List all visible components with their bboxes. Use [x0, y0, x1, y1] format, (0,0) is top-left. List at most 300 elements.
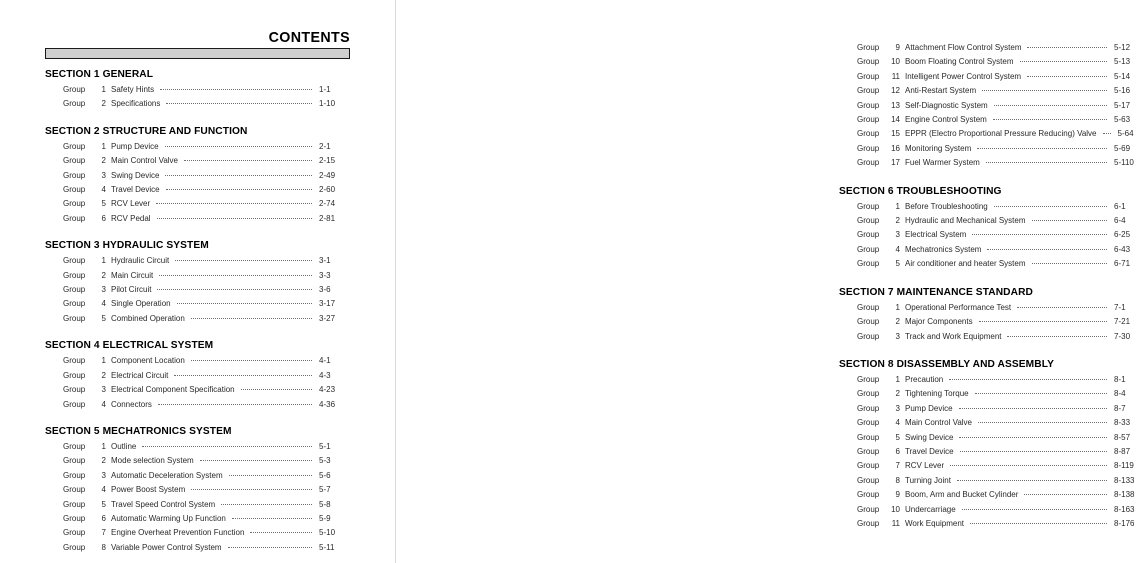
toc-entry-group-word: Group	[63, 513, 86, 523]
toc-entry-title: Mode selection System	[111, 456, 194, 466]
toc-entry-row[interactable]	[839, 315, 1142, 329]
toc-entry-group-number: 1	[101, 256, 106, 266]
toc-entry-page-number: 5-10	[319, 528, 336, 538]
toc-entry-row[interactable]	[839, 41, 1142, 55]
toc-entry-row[interactable]	[45, 269, 345, 283]
toc-entry-group-word: Group	[63, 399, 86, 409]
toc-entry-group-word: Group	[857, 158, 880, 168]
toc-entry-group-word: Group	[63, 456, 86, 466]
toc-leader-dots	[994, 206, 1107, 207]
toc-entry-row[interactable]	[45, 312, 345, 326]
toc-entry-title: Engine Control System	[905, 115, 987, 125]
toc-group-list	[45, 140, 345, 226]
toc-entry-group-number: 2	[101, 456, 106, 466]
toc-entry-page-number: 8-133	[1114, 475, 1135, 485]
toc-entry-row[interactable]	[45, 212, 345, 226]
toc-entry-title: RCV Pedal	[111, 213, 151, 223]
toc-entry-group-number: 6	[101, 513, 106, 523]
toc-entry-group-word: Group	[857, 518, 880, 528]
toc-entry-group-number: 8	[895, 475, 900, 485]
page-title: CONTENTS	[268, 29, 350, 46]
toc-entry-title: Automatic Deceleration System	[111, 470, 223, 480]
toc-entry-page-number: 5-14	[1114, 71, 1131, 81]
toc-leader-dots	[184, 160, 312, 161]
toc-entry-page-number: 3-6	[319, 285, 331, 295]
toc-entry-group-number: 3	[101, 385, 106, 395]
toc-leader-dots	[949, 379, 1107, 380]
toc-entry-group-word: Group	[63, 199, 86, 209]
toc-leader-dots	[962, 509, 1107, 510]
toc-group-list	[45, 83, 345, 112]
toc-entry-page-number: 5-69	[1114, 143, 1131, 153]
toc-entry-group-number: 2	[895, 317, 900, 327]
toc-entry-row[interactable]	[45, 354, 345, 368]
toc-entry-row[interactable]	[839, 156, 1142, 170]
toc-entry-title: Boom, Arm and Bucket Cylinder	[905, 490, 1019, 500]
toc-entry-title: Before Troubleshooting	[905, 201, 988, 211]
toc-entry-group-number: 10	[891, 504, 900, 514]
toc-leader-dots	[950, 465, 1107, 466]
toc-leader-dots	[1024, 494, 1107, 495]
toc-entry-group-word: Group	[857, 129, 880, 139]
toc-entry-group-word: Group	[857, 201, 880, 211]
toc-entry-row[interactable]	[45, 140, 345, 154]
toc-leader-dots	[987, 249, 1107, 250]
toc-entry-page-number: 8-57	[1114, 432, 1131, 442]
toc-entry-group-word: Group	[857, 403, 880, 413]
toc-entry-row[interactable]	[839, 70, 1142, 84]
toc-entry-title: Combined Operation	[111, 313, 185, 323]
toc-section-heading: SECTION 7 MAINTENANCE STANDARD	[839, 285, 1033, 298]
toc-entry-page-number: 1-10	[319, 99, 336, 109]
toc-leader-dots	[191, 318, 312, 319]
toc-leader-dots	[978, 422, 1107, 423]
toc-leader-dots	[142, 446, 312, 447]
toc-entry-group-number: 4	[101, 485, 106, 495]
toc-entry-title: Pilot Circuit	[111, 285, 152, 295]
toc-leader-dots	[221, 504, 312, 505]
toc-entry-title: Single Operation	[111, 299, 171, 309]
toc-entry-row[interactable]	[839, 228, 1142, 242]
toc-entry-page-number: 5-8	[319, 499, 331, 509]
toc-entry-group-word: Group	[63, 85, 86, 94]
toc-section-heading: SECTION 3 HYDRAULIC SYSTEM	[45, 239, 209, 252]
toc-entry-group-number: 2	[895, 216, 900, 226]
toc-entry-group-number: 4	[895, 418, 900, 428]
toc-group-list	[839, 41, 1142, 171]
toc-entry-title: Electrical Component Specification	[111, 385, 235, 395]
toc-group-list	[45, 254, 345, 326]
toc-entry-group-number: 14	[891, 115, 900, 125]
toc-entry-group-number: 13	[891, 100, 900, 110]
toc-entry-group-word: Group	[63, 470, 86, 480]
toc-entry-page-number: 5-17	[1114, 100, 1131, 110]
toc-section-heading: SECTION 4 ELECTRICAL SYSTEM	[45, 339, 214, 352]
toc-leader-dots	[1017, 307, 1107, 308]
toc-entry-title: Travel Speed Control System	[111, 499, 216, 509]
toc-entry-group-number: 1	[895, 302, 900, 312]
toc-entry-group-word: Group	[63, 99, 86, 109]
toc-entry-row[interactable]	[839, 99, 1142, 113]
toc-entry-page-number: 5-6	[319, 470, 331, 480]
toc-entry-title: EPPR (Electro Proportional Pressure Reducing) Valve	[905, 129, 1097, 139]
toc-group-list	[839, 373, 1142, 531]
toc-entry-group-word: Group	[857, 432, 880, 442]
toc-entry-group-number: 3	[101, 285, 106, 295]
toc-leader-dots	[166, 189, 312, 190]
toc-entry-row[interactable]	[45, 254, 345, 268]
toc-entry-group-word: Group	[857, 461, 880, 471]
toc-entry-group-number: 1	[895, 374, 900, 384]
toc-entry-title: Specifications	[111, 99, 161, 109]
toc-entry-row[interactable]	[45, 369, 345, 383]
toc-entry-page-number: 5-110	[1114, 158, 1134, 168]
toc-entry-page-number: 8-4	[1114, 389, 1126, 399]
toc-entry-title: Intelligent Power Control System	[905, 71, 1022, 81]
toc-leader-dots	[191, 489, 312, 490]
toc-entry-row[interactable]	[839, 214, 1142, 228]
toc-entry-group-number: 16	[891, 143, 900, 153]
toc-entry-row[interactable]	[839, 257, 1142, 271]
toc-entry-group-word: Group	[857, 490, 880, 500]
toc-entry-page-number: 7-1	[1114, 302, 1126, 312]
toc-leader-dots	[1103, 133, 1111, 134]
toc-leader-dots	[960, 451, 1107, 452]
page-right	[396, 0, 1135, 563]
toc-entry-title: Attachment Flow Control System	[905, 43, 1022, 52]
toc-entry-group-number: 7	[101, 528, 106, 538]
toc-entry-row[interactable]	[45, 469, 345, 483]
toc-entry-page-number: 5-11	[319, 542, 335, 552]
toc-column-right	[839, 38, 1142, 531]
toc-section-heading: SECTION 2 STRUCTURE AND FUNCTION	[45, 124, 248, 137]
toc-entry-group-number: 8	[101, 542, 106, 552]
toc-entry-row[interactable]	[839, 416, 1142, 430]
toc-section	[45, 239, 345, 326]
toc-entry-group-word: Group	[63, 156, 86, 166]
toc-entry-group-word: Group	[857, 57, 880, 67]
toc-section-heading: SECTION 8 DISASSEMBLY AND ASSEMBLY	[839, 357, 1054, 370]
toc-entry-group-number: 15	[891, 129, 900, 139]
toc-entry-row[interactable]	[45, 512, 345, 526]
toc-entry-group-word: Group	[63, 385, 86, 395]
header-rule-bar	[45, 48, 350, 59]
toc-entry-group-number: 3	[101, 470, 106, 480]
toc-leader-dots	[177, 303, 312, 304]
toc-section	[45, 68, 345, 112]
toc-leader-dots	[160, 89, 312, 90]
toc-leader-dots	[165, 175, 312, 176]
toc-entry-page-number: 5-12	[1114, 43, 1131, 52]
toc-section-heading: SECTION 1 GENERAL	[45, 68, 154, 80]
toc-section	[45, 125, 345, 226]
toc-entry-title: Component Location	[111, 356, 185, 366]
toc-entry-page-number: 6-25	[1114, 230, 1131, 240]
toc-entry-title: Outline	[111, 441, 137, 451]
toc-entry-page-number: 5-9	[319, 513, 331, 523]
toc-section	[839, 286, 1142, 344]
toc-entry-group-number: 4	[895, 244, 900, 254]
toc-entry-row[interactable]	[839, 474, 1142, 488]
toc-entry-row[interactable]	[839, 243, 1142, 257]
toc-entry-page-number: 8-163	[1114, 504, 1135, 514]
toc-group-list	[45, 440, 345, 555]
toc-leader-dots	[229, 475, 312, 476]
toc-leader-dots	[157, 289, 312, 290]
toc-entry-row[interactable]	[839, 373, 1142, 387]
toc-leader-dots	[957, 480, 1107, 481]
toc-entry-group-number: 5	[895, 432, 900, 442]
toc-entry-row[interactable]	[45, 454, 345, 468]
toc-entry-title: Main Control Valve	[111, 156, 178, 166]
toc-entry-title: Boom Floating Control System	[905, 57, 1014, 67]
toc-leader-dots	[157, 218, 312, 219]
toc-entry-group-number: 2	[101, 370, 106, 380]
toc-entry-group-word: Group	[63, 441, 86, 451]
toc-entry-page-number: 5-13	[1114, 57, 1131, 67]
toc-entry-page-number: 6-1	[1114, 201, 1126, 211]
toc-leader-dots	[174, 375, 312, 376]
toc-leader-dots	[975, 393, 1107, 394]
toc-leader-dots	[972, 234, 1107, 235]
toc-section-heading: SECTION 5 MECHATRONICS SYSTEM	[45, 424, 232, 437]
toc-entry-title: Swing Device	[905, 432, 954, 442]
toc-entry-page-number: 2-49	[319, 170, 336, 180]
toc-entry-row[interactable]	[45, 197, 345, 211]
toc-entry-row[interactable]	[45, 154, 345, 168]
toc-entry-group-number: 7	[895, 461, 900, 471]
toc-leader-dots	[1032, 220, 1108, 221]
toc-entry-title: Major Components	[905, 317, 973, 327]
toc-entry-title: Monitoring System	[905, 143, 972, 153]
toc-entry-group-number: 17	[891, 158, 900, 168]
toc-entry-title: Air conditioner and heater System	[905, 259, 1026, 269]
toc-entry-group-word: Group	[63, 270, 86, 280]
toc-section	[839, 185, 1142, 272]
toc-leader-dots	[959, 408, 1107, 409]
toc-entry-title: Operational Performance Test	[905, 302, 1012, 312]
toc-group-list	[839, 301, 1142, 344]
toc-entry-row[interactable]	[45, 283, 345, 297]
toc-leader-dots	[1027, 47, 1107, 48]
toc-entry-group-word: Group	[63, 256, 86, 266]
toc-entry-row[interactable]	[839, 503, 1142, 517]
toc-entry-row[interactable]	[839, 142, 1142, 156]
toc-entry-group-number: 1	[101, 356, 106, 366]
toc-entry-group-word: Group	[857, 389, 880, 399]
toc-entry-page-number: 5-7	[319, 485, 331, 495]
toc-leader-dots	[994, 105, 1107, 106]
toc-entry-group-number: 12	[891, 86, 900, 96]
toc-entry-group-number: 3	[895, 230, 900, 240]
toc-leader-dots	[1020, 61, 1108, 62]
toc-entry-row[interactable]	[839, 488, 1142, 502]
toc-entry-row[interactable]	[839, 301, 1142, 315]
toc-entry-group-word: Group	[857, 418, 880, 428]
toc-entry-group-word: Group	[857, 71, 880, 81]
toc-entry-group-word: Group	[857, 259, 880, 269]
toc-entry-row[interactable]	[45, 398, 345, 412]
toc-column-left	[45, 68, 345, 555]
toc-entry-group-number: 2	[101, 99, 106, 109]
toc-entry-title: RCV Lever	[905, 461, 945, 471]
toc-entry-page-number: 6-4	[1114, 216, 1126, 226]
toc-entry-page-number: 7-21	[1114, 317, 1131, 327]
toc-entry-title: Pump Device	[111, 141, 159, 151]
toc-entry-title: Work Equipment	[905, 518, 964, 528]
toc-entry-page-number: 3-3	[319, 270, 331, 280]
toc-entry-group-number: 4	[101, 399, 106, 409]
toc-entry-title: Anti-Restart System	[905, 86, 977, 96]
toc-entry-group-word: Group	[857, 317, 880, 327]
toc-entry-page-number: 2-1	[319, 141, 331, 151]
toc-group-list	[839, 200, 1142, 272]
toc-leader-dots	[165, 146, 312, 147]
toc-entry-group-word: Group	[857, 302, 880, 312]
toc-entry-group-word: Group	[63, 170, 86, 180]
toc-entry-group-word: Group	[857, 374, 880, 384]
toc-entry-row[interactable]	[45, 183, 345, 197]
toc-entry-row[interactable]	[45, 440, 345, 454]
toc-entry-row[interactable]	[45, 498, 345, 512]
toc-entry-page-number: 1-1	[319, 85, 331, 94]
toc-entry-group-word: Group	[857, 331, 880, 341]
toc-entry-page-number: 8-176	[1114, 518, 1135, 528]
toc-section	[839, 358, 1142, 531]
toc-entry-group-number: 2	[895, 389, 900, 399]
toc-entry-row[interactable]	[839, 113, 1142, 127]
toc-entry-row[interactable]	[839, 127, 1142, 141]
toc-entry-page-number: 2-60	[319, 185, 336, 195]
toc-entry-group-number: 9	[895, 490, 900, 500]
toc-entry-group-number: 3	[101, 170, 106, 180]
toc-entry-row[interactable]	[839, 431, 1142, 445]
toc-entry-page-number: 8-119	[1114, 461, 1134, 471]
toc-leader-dots	[977, 148, 1107, 149]
toc-leader-dots	[982, 90, 1107, 91]
toc-entry-group-word: Group	[857, 504, 880, 514]
toc-entry-title: Turning Joint	[905, 475, 951, 485]
toc-entry-title: Variable Power Control System	[111, 542, 222, 552]
toc-entry-group-word: Group	[63, 185, 86, 195]
toc-entry-title: Swing Device	[111, 170, 160, 180]
toc-entry-title: Precaution	[905, 374, 944, 384]
toc-entry-page-number: 4-3	[319, 370, 331, 380]
toc-entry-page-number: 4-36	[319, 399, 336, 409]
toc-entry-row[interactable]	[839, 84, 1142, 98]
toc-entry-row[interactable]	[839, 55, 1142, 69]
toc-entry-row[interactable]	[45, 541, 345, 555]
toc-entry-group-number: 2	[101, 270, 106, 280]
toc-entry-row[interactable]	[45, 383, 345, 397]
toc-entry-title: Power Boost System	[111, 485, 186, 495]
toc-entry-group-word: Group	[63, 313, 86, 323]
toc-entry-group-number: 5	[101, 199, 106, 209]
toc-entry-row[interactable]	[839, 402, 1142, 416]
toc-entry-group-word: Group	[63, 528, 86, 538]
toc-entry-group-number: 4	[101, 299, 106, 309]
toc-entry-row[interactable]	[45, 97, 345, 111]
toc-entry-group-word: Group	[857, 100, 880, 110]
toc-leader-dots	[175, 260, 312, 261]
toc-entry-title: Electrical Circuit	[111, 370, 169, 380]
toc-entry-row[interactable]	[839, 517, 1142, 531]
toc-leader-dots	[241, 389, 312, 390]
toc-entry-group-word: Group	[63, 542, 86, 552]
book-spine-divider	[395, 0, 396, 563]
toc-leader-dots	[159, 275, 312, 276]
toc-entry-row[interactable]	[839, 330, 1142, 344]
toc-entry-row[interactable]	[45, 169, 345, 183]
toc-leader-dots	[232, 518, 312, 519]
toc-entry-row[interactable]	[45, 83, 345, 97]
toc-entry-page-number: 4-23	[319, 385, 336, 395]
toc-entry-row[interactable]	[45, 483, 345, 497]
toc-leader-dots	[156, 203, 312, 204]
toc-entry-group-number: 3	[895, 331, 900, 341]
toc-leader-dots	[1027, 76, 1107, 77]
toc-section	[45, 339, 345, 412]
toc-entry-group-number: 10	[891, 57, 900, 67]
contents-header	[45, 30, 350, 59]
toc-entry-page-number: 2-74	[319, 199, 336, 209]
toc-entry-group-number: 2	[101, 156, 106, 166]
toc-entry-page-number: 5-64	[1117, 129, 1134, 139]
toc-entry-page-number: 2-15	[319, 156, 336, 166]
toc-leader-dots	[993, 119, 1107, 120]
toc-section	[45, 425, 345, 555]
toc-entry-row[interactable]	[45, 526, 345, 540]
toc-entry-group-number: 5	[101, 499, 106, 509]
toc-entry-title: Main Control Valve	[905, 418, 972, 428]
toc-entry-page-number: 3-27	[319, 313, 336, 323]
toc-entry-row[interactable]	[839, 445, 1142, 459]
toc-entry-group-word: Group	[63, 299, 86, 309]
toc-entry-title: Travel Device	[905, 446, 954, 456]
toc-entry-page-number: 5-63	[1114, 115, 1131, 125]
toc-entry-group-number: 1	[101, 441, 106, 451]
toc-entry-row[interactable]	[839, 200, 1142, 214]
toc-entry-page-number: 5-1	[319, 441, 331, 451]
toc-entry-row[interactable]	[45, 297, 345, 311]
toc-entry-group-word: Group	[857, 115, 880, 125]
toc-entry-title: Electrical System	[905, 230, 967, 240]
toc-entry-group-word: Group	[63, 499, 86, 509]
toc-entry-group-word: Group	[63, 141, 86, 151]
toc-entry-group-number: 1	[101, 141, 106, 151]
toc-leader-dots	[986, 162, 1107, 163]
toc-entry-row[interactable]	[839, 459, 1142, 473]
toc-entry-page-number: 8-7	[1114, 403, 1126, 413]
toc-leader-dots	[250, 532, 312, 533]
toc-entry-page-number: 6-43	[1114, 244, 1131, 254]
toc-leader-dots	[1032, 263, 1107, 264]
toc-entry-row[interactable]	[839, 387, 1142, 401]
toc-entry-title: Hydraulic Circuit	[111, 256, 170, 266]
toc-entry-group-word: Group	[857, 43, 880, 52]
toc-entry-group-number: 1	[895, 201, 900, 211]
toc-entry-group-word: Group	[857, 446, 880, 456]
toc-entry-title: Hydraulic and Mechanical System	[905, 216, 1026, 226]
toc-entry-group-word: Group	[63, 370, 86, 380]
toc-entry-title: Fuel Warmer System	[905, 158, 980, 168]
toc-entry-page-number: 8-33	[1114, 418, 1131, 428]
toc-entry-group-number: 6	[895, 446, 900, 456]
toc-entry-group-number: 5	[895, 259, 900, 269]
toc-entry-group-word: Group	[857, 143, 880, 153]
toc-leader-dots	[166, 103, 312, 104]
toc-entry-title: Automatic Warming Up Function	[111, 513, 226, 523]
